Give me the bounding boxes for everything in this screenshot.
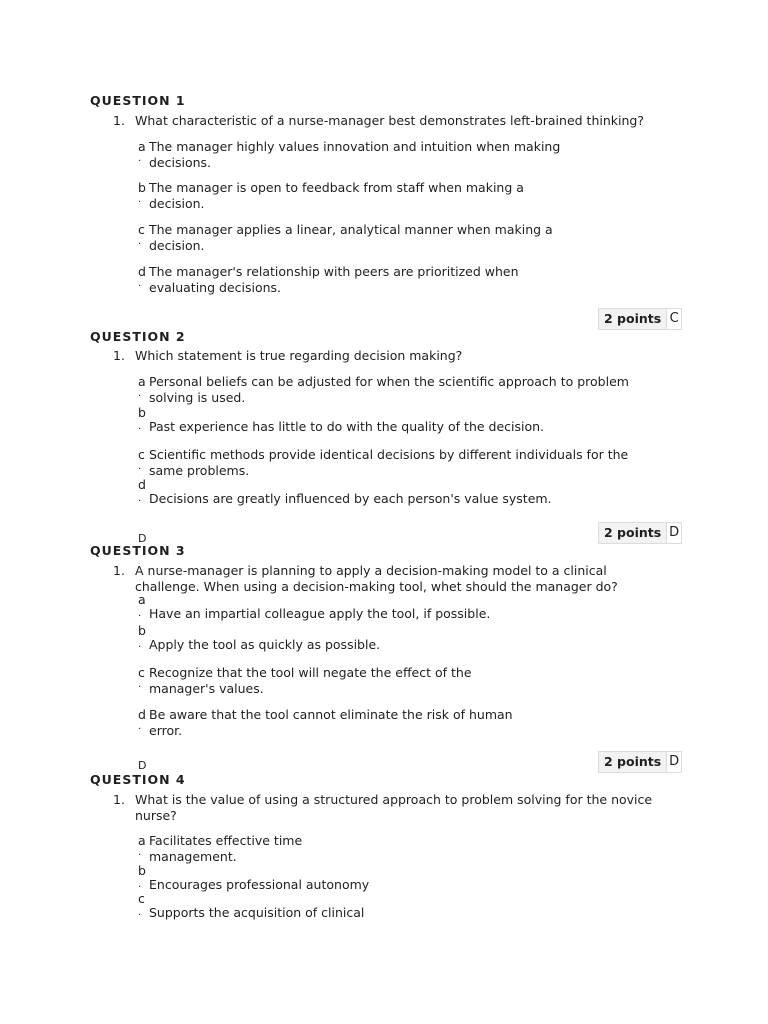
option-letter: c bbox=[138, 222, 145, 237]
question-3-text bbox=[113, 563, 633, 595]
option-text: Decisions are greatly influenced by each person's value system. bbox=[149, 491, 552, 506]
option-b[interactable]: b . Encourages professional autonomy bbox=[138, 877, 638, 893]
question-2-title: QUESTION 2 bbox=[90, 329, 186, 344]
option-text: Personal beliefs can be adjusted for when the scientific approach to problem solving is used. bbox=[149, 374, 629, 405]
question-number: 1. bbox=[113, 348, 125, 363]
option-letter: c bbox=[138, 447, 145, 462]
option-a[interactable]: a . Facilitates effective time management. bbox=[138, 833, 318, 864]
option-text: Recognize that the tool will negate the effect of the manager's values. bbox=[149, 665, 472, 696]
option-letter: c bbox=[138, 665, 145, 680]
option-b[interactable]: b . Apply the tool as quickly as possible. bbox=[138, 637, 638, 653]
option-text: Facilitates effective time management. bbox=[149, 833, 303, 864]
option-a[interactable]: a . The manager highly values innovation and intuition when making decisions. bbox=[138, 139, 568, 170]
question-2-text bbox=[113, 348, 673, 364]
question-number: 1. bbox=[113, 792, 125, 807]
option-letter: b bbox=[138, 863, 146, 878]
option-b[interactable]: b . Past experience has little to do with the quality of the decision. bbox=[138, 419, 638, 435]
option-text: Encourages professional autonomy bbox=[149, 877, 370, 892]
option-letter: d bbox=[138, 707, 146, 722]
option-text: Supports the acquisition of clinical bbox=[149, 905, 365, 920]
option-letter: a bbox=[138, 833, 146, 848]
option-letter: d bbox=[138, 264, 146, 279]
points-box bbox=[598, 751, 682, 773]
option-letter: b bbox=[138, 623, 146, 638]
answer-mark: D bbox=[667, 752, 681, 772]
points-label: 2 points bbox=[599, 309, 667, 329]
question-1-text bbox=[113, 113, 673, 129]
option-text: The manager is open to feedback from staff when making a decision. bbox=[149, 180, 524, 211]
question-1-title: QUESTION 1 bbox=[90, 93, 186, 108]
option-d[interactable]: d . The manager's relationship with peers are prioritized when evaluating decisions. bbox=[138, 264, 528, 295]
option-text: The manager applies a linear, analytical manner when making a decision. bbox=[149, 222, 553, 253]
option-c[interactable]: c . Supports the acquisition of clinical bbox=[138, 905, 638, 921]
option-letter: a bbox=[138, 592, 146, 607]
question-4-text bbox=[113, 792, 673, 824]
option-letter: b bbox=[138, 180, 146, 195]
option-letter: d bbox=[138, 477, 146, 492]
answer-mark: D bbox=[667, 523, 681, 543]
option-c[interactable]: c . The manager applies a linear, analytical manner when making a decision. bbox=[138, 222, 563, 253]
option-letter: c bbox=[138, 891, 145, 906]
option-letter: a bbox=[138, 374, 146, 389]
question-prompt: Which statement is true regarding decision making? bbox=[135, 348, 463, 363]
question-prompt: What is the value of using a structured approach to problem solving for the novice nurse? bbox=[135, 792, 653, 823]
option-text: Past experience has little to do with the quality of the decision. bbox=[149, 419, 545, 434]
option-b[interactable]: b . The manager is open to feedback from staff when making a decision. bbox=[138, 180, 538, 211]
option-letter: b bbox=[138, 405, 146, 420]
option-text: Have an impartial colleague apply the tool, if possible. bbox=[149, 606, 491, 621]
question-4-title: QUESTION 4 bbox=[90, 772, 186, 787]
question-prompt: What characteristic of a nurse-manager best demonstrates left-brained thinking? bbox=[135, 113, 644, 128]
stray-answer-mark: D bbox=[138, 759, 147, 772]
question-number: 1. bbox=[113, 563, 125, 578]
points-box bbox=[598, 308, 682, 330]
option-letter: a bbox=[138, 139, 146, 154]
option-text: The manager highly values innovation and intuition when making decisions. bbox=[149, 139, 561, 170]
question-number: 1. bbox=[113, 113, 125, 128]
option-text: The manager's relationship with peers are prioritized when evaluating decisions. bbox=[149, 264, 519, 295]
option-a[interactable]: a . Have an impartial colleague apply the tool, if possible. bbox=[138, 606, 638, 622]
option-c[interactable]: c . Recognize that the tool will negate the effect of the manager's values. bbox=[138, 665, 483, 696]
option-d[interactable]: d . Decisions are greatly influenced by each person's value system. bbox=[138, 491, 638, 507]
option-text: Apply the tool as quickly as possible. bbox=[149, 637, 381, 652]
option-a[interactable]: a . Personal beliefs can be adjusted for when the scientific approach to problem solving is used. bbox=[138, 374, 638, 405]
question-prompt: A nurse-manager is planning to apply a decision-making model to a clinical challenge. When using a decision-making tool, whet should the manager do? bbox=[135, 563, 618, 594]
option-c[interactable]: c . Scientific methods provide identical decisions by different individuals for the same problems. bbox=[138, 447, 638, 478]
points-label: 2 points bbox=[599, 752, 667, 772]
stray-answer-mark: D bbox=[138, 532, 147, 545]
option-text: Be aware that the tool cannot eliminate the risk of human error. bbox=[149, 707, 513, 738]
answer-mark: C bbox=[667, 309, 681, 329]
option-d[interactable]: d . Be aware that the tool cannot eliminate the risk of human error. bbox=[138, 707, 523, 738]
points-box bbox=[598, 522, 682, 544]
points-label: 2 points bbox=[599, 523, 667, 543]
option-text: Scientific methods provide identical decisions by different individuals for the same problems. bbox=[149, 447, 629, 478]
question-3-title: QUESTION 3 bbox=[90, 543, 186, 558]
